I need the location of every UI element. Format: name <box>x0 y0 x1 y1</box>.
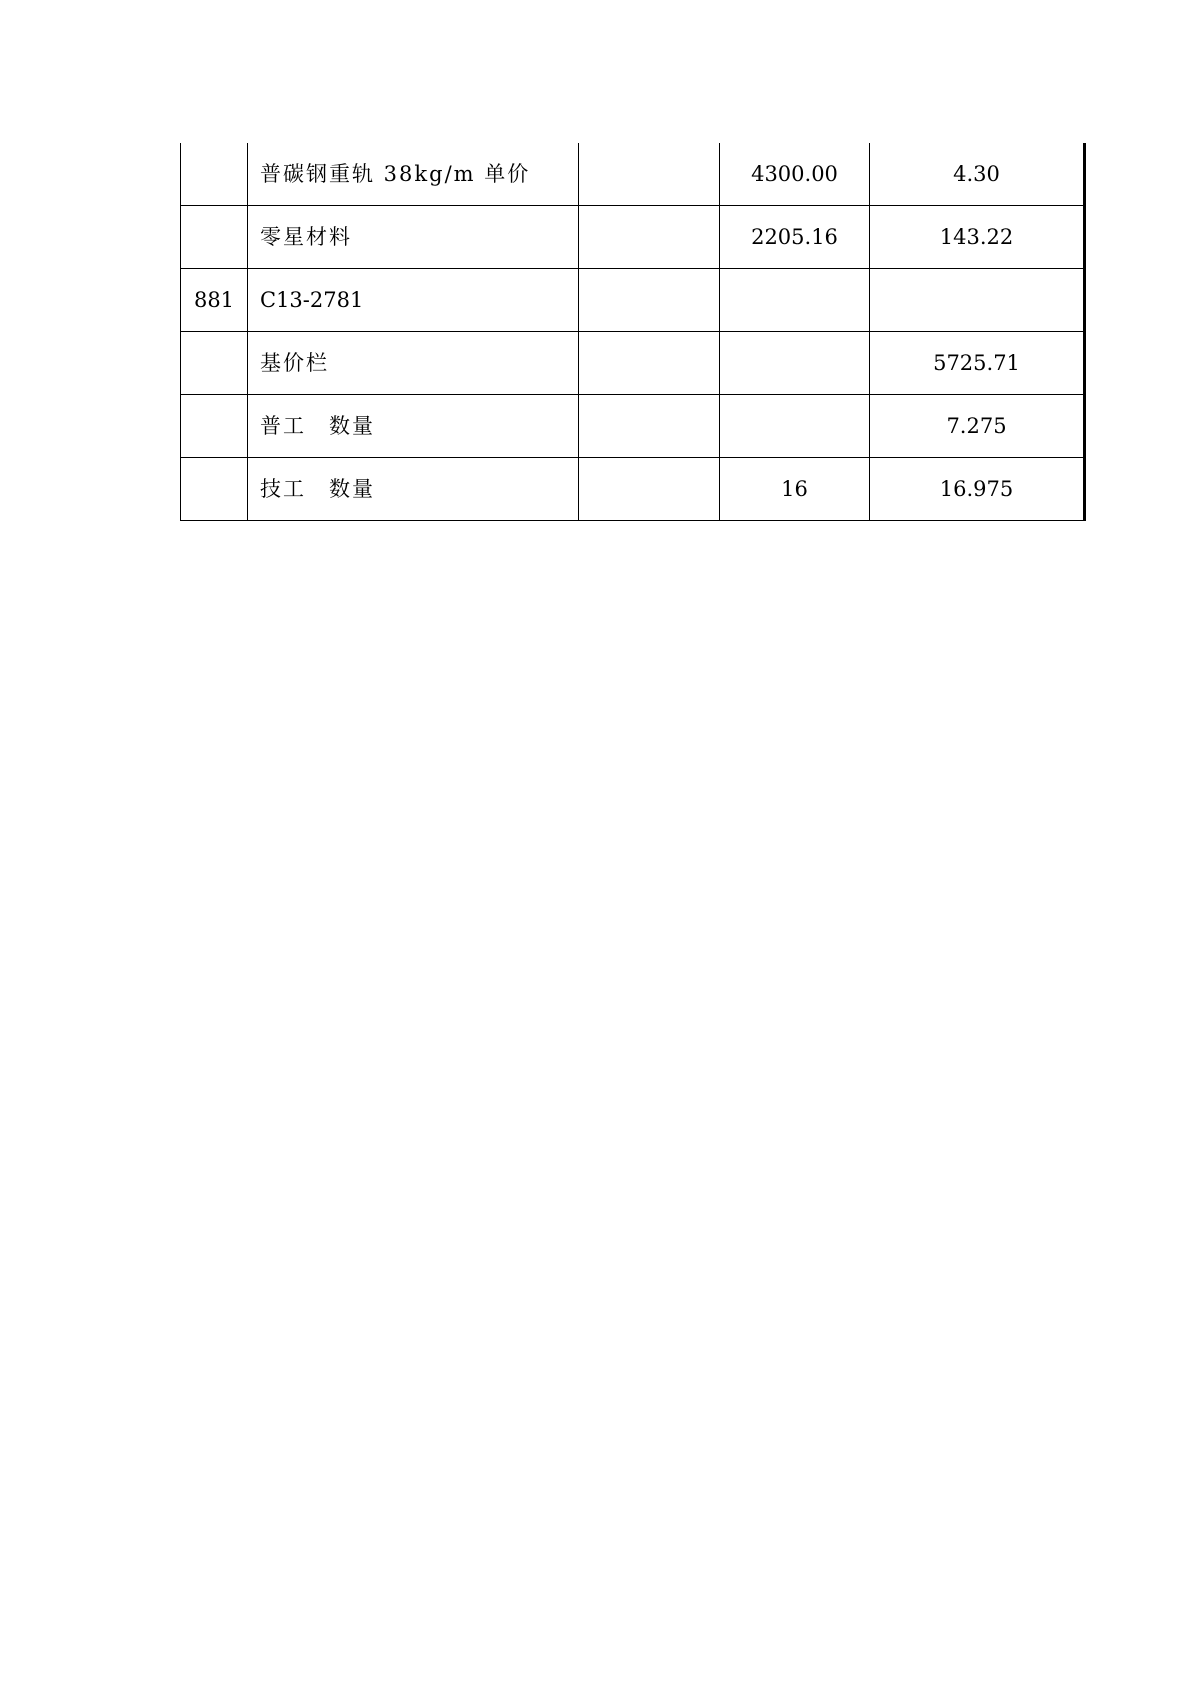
item-name-cell: 普工 数量 <box>248 395 579 458</box>
item-number-cell <box>181 143 248 206</box>
item-name-cell: 零星材料 <box>248 206 579 269</box>
unit-cell <box>579 395 720 458</box>
item-name-cell: 技工 数量 <box>248 458 579 521</box>
price-cell: 16 <box>720 458 870 521</box>
item-number-cell: 881 <box>181 269 248 332</box>
amount-cell: 16.975 <box>870 458 1085 521</box>
price-cell: 2205.16 <box>720 206 870 269</box>
unit-cell <box>579 332 720 395</box>
price-cell <box>720 269 870 332</box>
item-number-cell <box>181 395 248 458</box>
item-number-cell <box>181 206 248 269</box>
table-row <box>181 458 1085 521</box>
item-name-cell: C13-2781 <box>248 269 579 332</box>
amount-cell: 4.30 <box>870 143 1085 206</box>
amount-cell <box>870 269 1085 332</box>
item-name-cell: 基价栏 <box>248 332 579 395</box>
unit-cell <box>579 143 720 206</box>
item-number-cell <box>181 458 248 521</box>
unit-cell <box>579 458 720 521</box>
table-row <box>181 269 1085 332</box>
amount-cell: 7.275 <box>870 395 1085 458</box>
unit-cell <box>579 206 720 269</box>
price-cell <box>720 332 870 395</box>
price-cell <box>720 395 870 458</box>
unit-cell <box>579 269 720 332</box>
table-row <box>181 206 1085 269</box>
amount-cell: 143.22 <box>870 206 1085 269</box>
table-row <box>181 143 1085 206</box>
quota-table <box>180 143 1086 521</box>
amount-cell: 5725.71 <box>870 332 1085 395</box>
table-row <box>181 395 1085 458</box>
table-row <box>181 332 1085 395</box>
item-name-cell: 普碳钢重轨 38kg/m 单价 <box>248 143 579 206</box>
item-number-cell <box>181 332 248 395</box>
price-cell: 4300.00 <box>720 143 870 206</box>
